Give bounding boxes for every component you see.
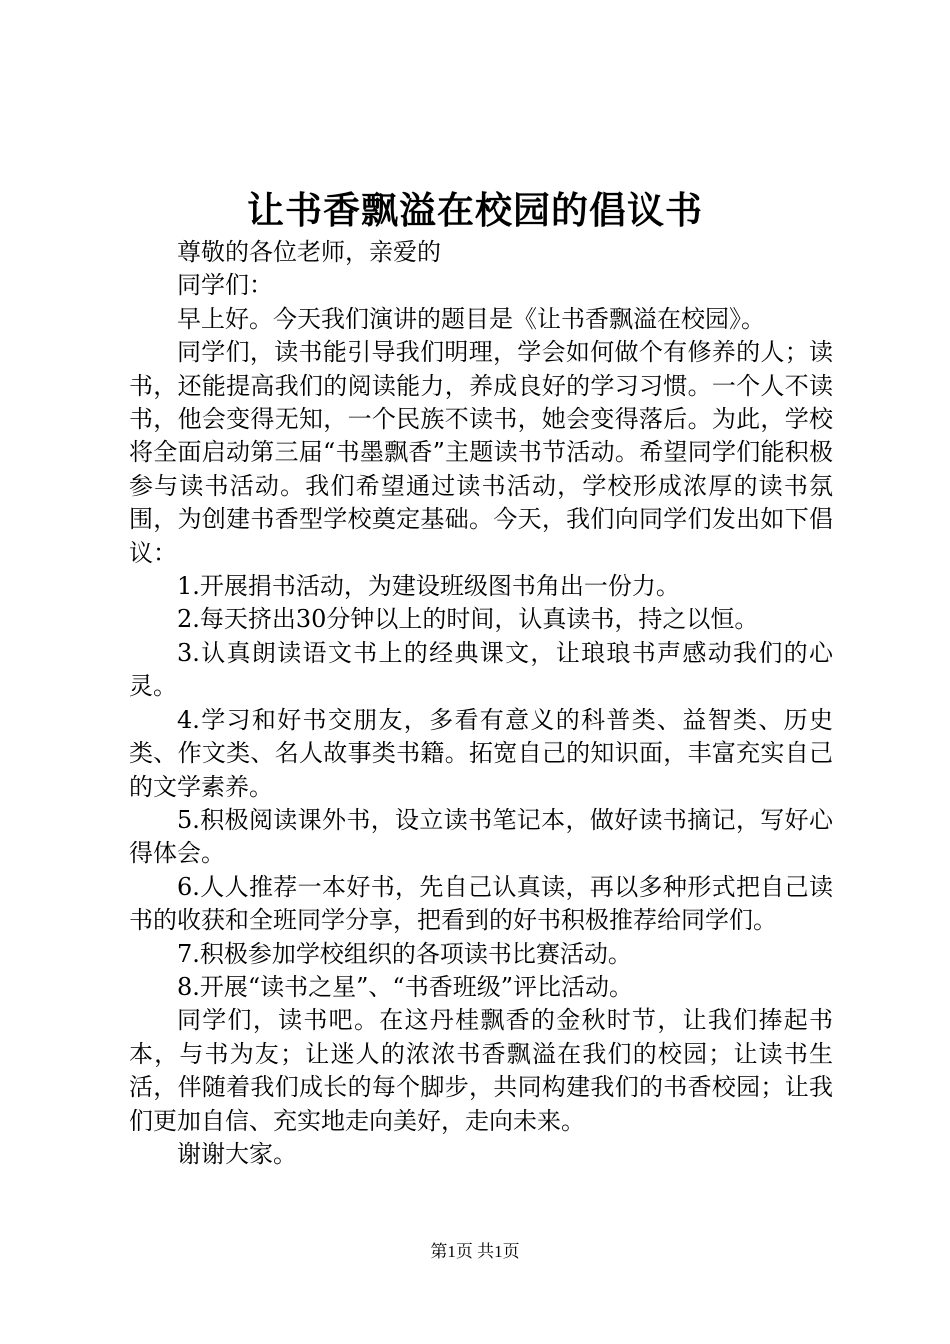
salutation-line: 尊敬的各位老师，亲爱的 (177, 238, 441, 266)
greeting-paragraph: 早上好。今天我们演讲的题目是《让书香飘溢在校园》。 (177, 304, 765, 333)
thanks-line: 谢谢大家。 (177, 1139, 297, 1168)
salutation-line-2: 同学们： (177, 271, 273, 300)
document-title: 让书香飘溢在校园的倡议书 (247, 188, 703, 232)
page-footer: 第1页 共1页 (430, 1242, 520, 1261)
intro-paragraph: 同学们，读书能引导我们明理，学会如何做个有修养的人；读书，还能提高我们的阅读能力，养成良好的学习习惯。一个人不读书，他会变得无知，一个民族不读书，她会变得落后。为此，学校将全面启动第三届“书墨飘香”主题读书节活动。希望同学们能积极参与读书活动。我们希望通过读书活动，学校形成浓厚的读书氛围，为创建书香型学校奠定基础。今天，我们向同学们发出如下倡议： (129, 338, 833, 567)
proposal-item-1: 1.开展捐书活动，为建设班级图书角出一份力。 (177, 572, 680, 601)
proposal-item-4: 4.学习和好书交朋友，多看有意义的科普类、益智类、历史类、作文类、名人故事类书籍。拓宽自己的知识面，丰富充实自己的文学素养。 (129, 705, 833, 801)
proposal-item-5: 5.积极阅读课外书，设立读书笔记本，做好读书摘记，写好心得体会。 (129, 805, 833, 868)
proposal-item-3: 3.认真朗读语文书上的经典课文，让琅琅书声感动我们的心灵。 (129, 638, 833, 701)
proposal-item-6: 6.人人推荐一本好书，先自己认真读，再以多种形式把自己读书的收获和全班同学分享，把看到的好书积极推荐给同学们。 (129, 872, 833, 935)
proposal-item-7: 7.积极参加学校组织的各项读书比赛活动。 (177, 939, 632, 968)
closing-paragraph: 同学们，读书吧。在这丹桂飘香的金秋时节，让我们捧起书本，与书为友；让迷人的浓浓书香飘溢在我们的校园；让读书生活，伴随着我们成长的每个脚步，共同构建我们的书香校园；让我们更加自信、充实地走向美好，走向未来。 (129, 1006, 833, 1135)
proposal-item-2: 2.每天挤出30分钟以上的时间，认真读书，持之以恒。 (177, 605, 759, 634)
document-body (129, 236, 833, 1171)
proposal-item-8: 8.开展“读书之星”、“书香班级”评比活动。 (177, 972, 633, 1001)
